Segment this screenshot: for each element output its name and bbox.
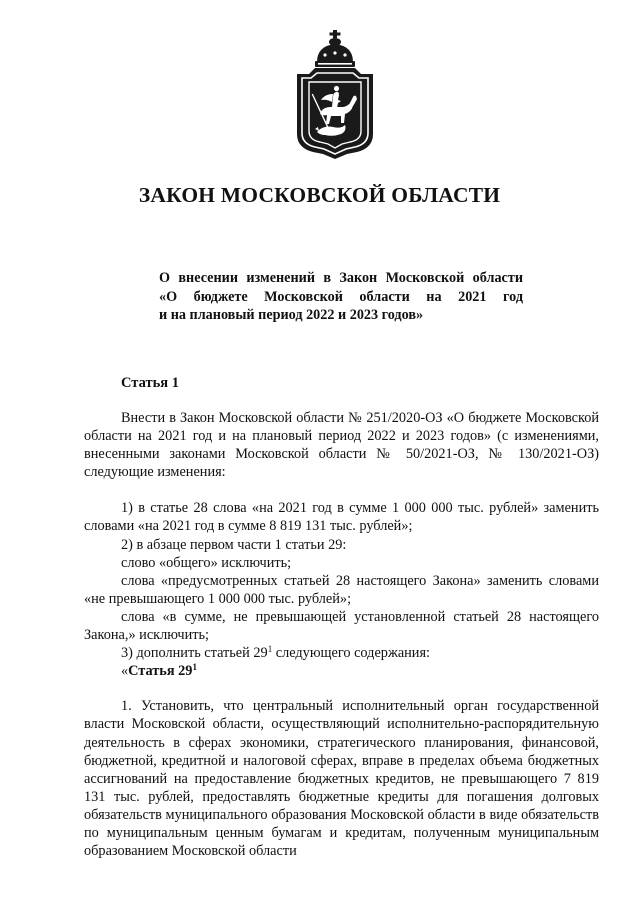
new-article-title: Статья 29 <box>128 663 193 680</box>
subtitle-line-1: О внесении изменений в Закон Московской области <box>159 270 523 286</box>
amendment-item-3 <box>84 644 599 662</box>
subtitle-line-2: «О бюджете Московской области на 2021 год <box>159 288 523 305</box>
article-1-heading: Статья 1 <box>121 375 179 391</box>
new-article-quote: « <box>121 663 129 680</box>
amendment-item-3-superscript: 1 <box>267 644 273 655</box>
amendment-item-2b: слова «предусмотренных статьей 28 настоящего Закона» заменить словами «не превышающего 1 000 000 тыс. рублей»; <box>84 572 599 607</box>
amendment-item-2: 2) в абзаце первом части 1 статьи 29: <box>121 536 347 553</box>
moscow-oblast-coat-of-arms-icon <box>287 28 383 160</box>
document-title: ЗАКОН МОСКОВСКОЙ ОБЛАСТИ <box>138 183 501 207</box>
subtitle-line-3: и на плановый период 2022 и 2023 годов» <box>159 307 424 323</box>
article-1-body <box>84 409 599 860</box>
law-subtitle <box>159 269 523 325</box>
new-article-part-1: 1. Установить, что центральный исполнительный орган государственной власти Московской области, осуществляющий исполнительно-распорядительную деятельность в сферах экономики, стратегического планирования, финансовой, бюджетной, кредитной и налоговой сферах, вправе в пределах объема бюджетных ассигнований на предоставление бюджетных кредитов, не превышающего 7 819 131 тыс. рублей, предоставлять бюджетные кредиты для погашения долговых обязательств муниципального образования Московской области в виде обязательств по муниципальным ценным бумагам и кредитам, полученным муниципальным образованием Московской области <box>84 698 599 860</box>
amendment-item-2c: слова «в сумме, не превышающей установленной статьей 28 настоящего Закона,» исключить; <box>84 608 599 644</box>
new-article-superscript: 1 <box>192 662 197 673</box>
amendment-item-3-tail: следующего содержания: <box>272 645 431 662</box>
amendment-item-2a: слово «общего» исключить; <box>121 554 292 571</box>
amendment-item-3-text: 3) дополнить статьей 29 <box>121 645 268 662</box>
new-article-heading <box>84 662 599 680</box>
article-1-intro: Внести в Закон Московской области № 251/2020-ОЗ «О бюджете Московской области на 2021 год и на плановый период 2022 и 2023 годов» (с изменениями, внесенными законами Московской области № 50/2021-ОЗ, № 130/2021-ОЗ) следующие изменения: <box>84 410 599 481</box>
amendment-item-1: 1) в статье 28 слова «на 2021 год в сумме 1 000 000 тыс. рублей» заменить словами «на 2021 год в сумме 8 819 131 тыс. рублей»; <box>84 500 599 535</box>
